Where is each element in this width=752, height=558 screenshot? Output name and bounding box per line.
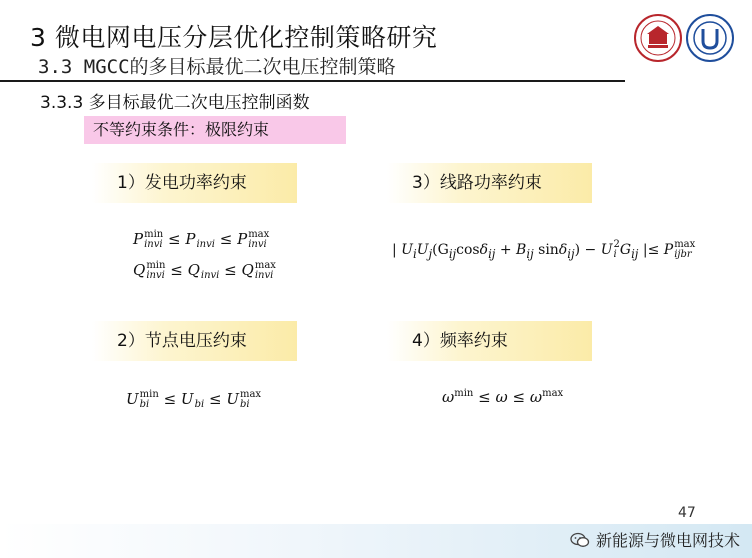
formula-reactive-power-limit: Q min invi ≤ Q invi ≤ Q max invi xyxy=(133,260,276,281)
university-seal-logo xyxy=(634,14,682,62)
page-title: 3 微电网电压分层优化控制策略研究 xyxy=(30,23,438,52)
constraint-label-frequency: 4）频率约束 xyxy=(387,321,592,361)
wechat-icon xyxy=(570,532,590,548)
formula-active-power-limit: P min invi ≤ P invi ≤ P max invi xyxy=(133,229,270,250)
formula-frequency-limit: $\omega^{min} \le \omega \le \omega^{max}$ xyxy=(442,388,564,406)
formula-line-power-limit: | $U_iU_j(G_{ij}\cos\delta_{ij} + B_{ij}$ sinδ$_{ij}$) − U 2 i $G_{ij}$ |≤ P max ijbr xyxy=(392,239,696,261)
section-heading: 3.3.3 多目标最优二次电压控制函数 xyxy=(40,93,310,113)
watermark-text: 新能源与微电网技术 xyxy=(595,531,740,550)
watermark xyxy=(570,528,740,551)
title-divider xyxy=(0,80,625,82)
university-emblem-logo xyxy=(686,14,734,62)
constraint-label-line-power: 3）线路功率约束 xyxy=(387,163,592,203)
constraint-label-generation-power: 1）发电功率约束 xyxy=(92,163,297,203)
page-subtitle: 3.3 MGCC的多目标最优二次电压控制策略 xyxy=(38,56,396,78)
constraint-label-node-voltage: 2）节点电压约束 xyxy=(92,321,297,361)
formula-node-voltage-limit: U min bi ≤ U bi ≤ U max bi xyxy=(126,389,262,410)
page-number: 47 xyxy=(678,505,696,521)
condition-label: 不等约束条件：极限约束 xyxy=(84,116,346,144)
